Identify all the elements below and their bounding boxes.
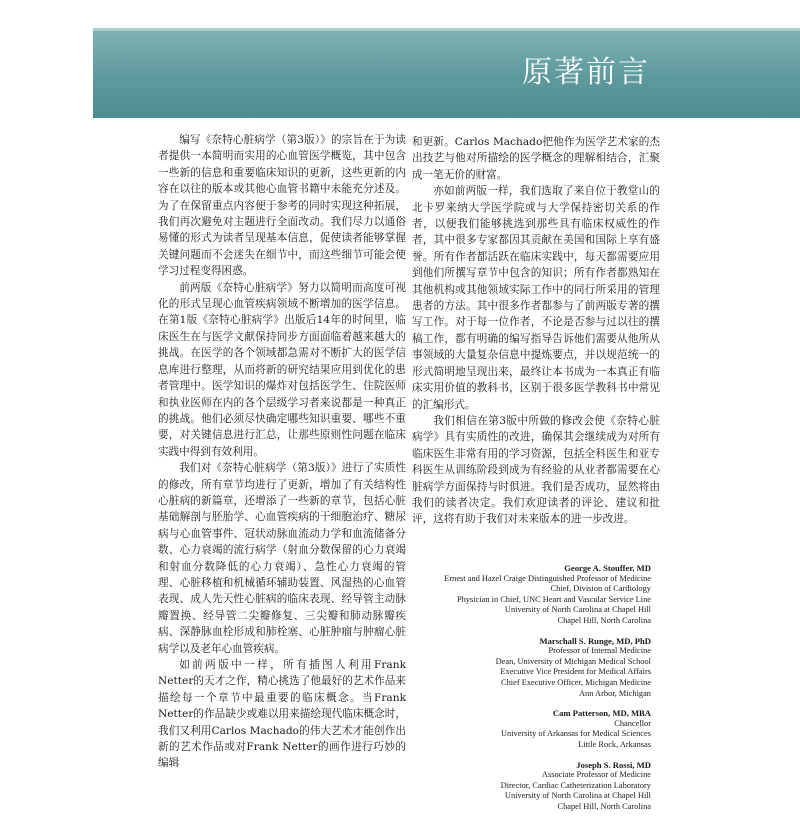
signature-name: Joseph S. Rossi, MD [576,759,651,770]
signature-line: Ernest and Hazel Craige Distinguished Professor of Medicine [444,573,651,583]
signature-stouffer [412,563,651,627]
signature-line: Chapel Hill, North Carolina [557,615,651,625]
signature-name: George A. Stouffer, MD [564,563,651,573]
page-title: 原著前言 [522,55,650,90]
signature-name: Marschall S. Runge, MD, PhD [539,635,651,646]
paragraph: 亦如前两版一样，我们选取了来自位于教堂山的北卡罗来纳大学医学院或与大学保持密切关系的作者，以便我们能够挑选到那些具有临床权威性的作者，其中很多专家都因其贡献在美国和国际上享有盛誉。所有作者都活跃在临床实践中，每天都需要应用到他们所撰写章节中包含的知识；所有作者都熟知在其他机构或其他领域实际工作中的同行所采用的管理患者的方法。其中很多作者都参与了前两版专著的撰写工作。对于每一位作者，不论是否参与过以往的撰稿工作，都有明确的编写指导告诉他们需要从他所从事领域的大量复杂信息中提炼要点，并以规范统一的形式简明地呈现出来，最终让本书成为一本真正有临床实用价值的教科书，区别于很多医学教科书中常见的汇编形式。 [412,185,660,411]
signature-line: University of North Carolina at Chapel Hill [504,791,651,801]
paragraph: 前两版《奈特心脏病学》努力以简明而高度可视化的形式呈现心血管疾病领域不断增加的医学信息。在第1版《奈特心脏病学》出版后14年的时间里，临床医生在与医学文献保持同步方面面临着越来越大的挑战。在医学的各个领域都急需对不断扩大的医学信息库进行整理，从而将新的研究结果应用到优化的患者管理中。医学知识的爆炸对包括医学生、住院医师和执业医师在内的各个层级学习者来说都是一种真正的挑战。他们必须尽快确定哪些知识重要、哪些不重要，对关键信息进行汇总，让那些原则性问题在临床实践中得到有效利用。 [158,281,406,458]
signature-line: Chief, Division of Cardiology [550,584,651,594]
signature-line: University of North Carolina at Chapel Hill [504,605,651,615]
paragraph: 编写《奈特心脏病学（第3版）》的宗旨在于为读者提供一本简明而实用的心血管医学概览，其中包含一些新的信息和重要临床知识的更新，这些更新的内容在以往的版本或其他心血管书籍中未能充分述及。为了在保留重点内容便于参考的同时实现这种拓展，我们再次避免对主题进行全面改动。我们尽力以通俗易懂的形式为读者呈现基本信息，促使读者能够掌握关键问题而不会迷失在细节中，而这些细节可能会使学习过程变得困惑。 [158,134,406,278]
signature-line: Director, Cardiac Catheterization Laboratory [500,780,651,790]
signature-line: Chief Executive Officer, Michigan Medicine [501,677,651,687]
header-stripe [93,28,800,31]
paragraph: 我们相信在第3版中所做的修改会使《奈特心脏病学》具有实质性的改进，确保其会继续成为对所有临床医生非常有用的学习资源，包括全科医生和亚专科医生从训练阶段到成为有经验的从业者都需要在心脏病学方面保持与时俱进。我们是否成功，显然将由我们的读者决定。我们欢迎读者的评论、建议和批评，这将有助于我们对未来版本的进一步改进。 [412,414,660,526]
paragraph: 如前两版中一样，所有插图人利用Frank Netter的天才之作，精心挑选了他最好的艺术作品来描绘每一个章节中最重要的临床概念。当Frank Netter的作品缺少或难以用来描绘现代临床概念时，我们又利用Carlos Machado的伟大艺术才能创作出新的艺术作品或对Frank Netter的画作进行巧妙的编辑 [158,659,406,770]
signature-line: Little Rock, Arkansas [578,739,651,749]
signature-line: Chapel Hill, North Carolina [557,801,651,811]
signature-line: University of Arkansas for Medical Sciences [500,729,651,739]
signature-line: Executive Vice President for Medical Affairs [500,667,651,677]
left-column [158,132,406,772]
signature-line: Physician in Chief, UNC Heart and Vascular Service Line [456,594,651,604]
header-band [93,28,800,118]
right-column [412,134,660,528]
signature-line: Ann Arbor, Michigan [578,688,651,698]
signature-runge [412,636,651,700]
paragraph: 我们对《奈特心脏病学（第3版）》进行了实质性的修改，所有章节均进行了更新，增加了有关结构性心脏病的新篇章，还增添了一些新的章节，包括心脏基础解剖与胚胎学、心血管疾病的干细胞治疗、糖尿病与心血管事件、冠状动脉血流动力学和血流储备分数、心力衰竭的流行病学（射血分数保留的心力衰竭和射血分数降低的心力衰竭）、急性心力衰竭的管理、心脏移植和机械循环辅助装置、风湿热的心血管表现、成人先天性心脏病的临床表现、经导管主动脉瓣置换、经导管二尖瓣修复、三尖瓣和肺动脉瓣疾病、深静脉血栓形成和肺栓塞、心脏肿瘤与肿瘤心脏病学以及老年心血管疾病。 [158,462,406,655]
signature-name: Cam Patterson, MD, MBA [552,708,651,719]
signature-line: Associate Professor of Medicine [541,770,651,780]
signature-line: Chancellor [614,718,651,728]
paragraph-continued: 和更新。Carlos Machado把他作为医学艺术家的杰出技艺与他对所描绘的医学概念的理解相结合，汇聚成一笔无价的财富。 [412,136,660,181]
signature-rossi [412,760,651,813]
signature-line: Dean, University of Michigan Medical School [495,656,651,666]
signature-patterson [412,708,651,750]
signature-line: Professor of Internal Medicine [548,646,651,656]
signature-block [412,563,651,821]
